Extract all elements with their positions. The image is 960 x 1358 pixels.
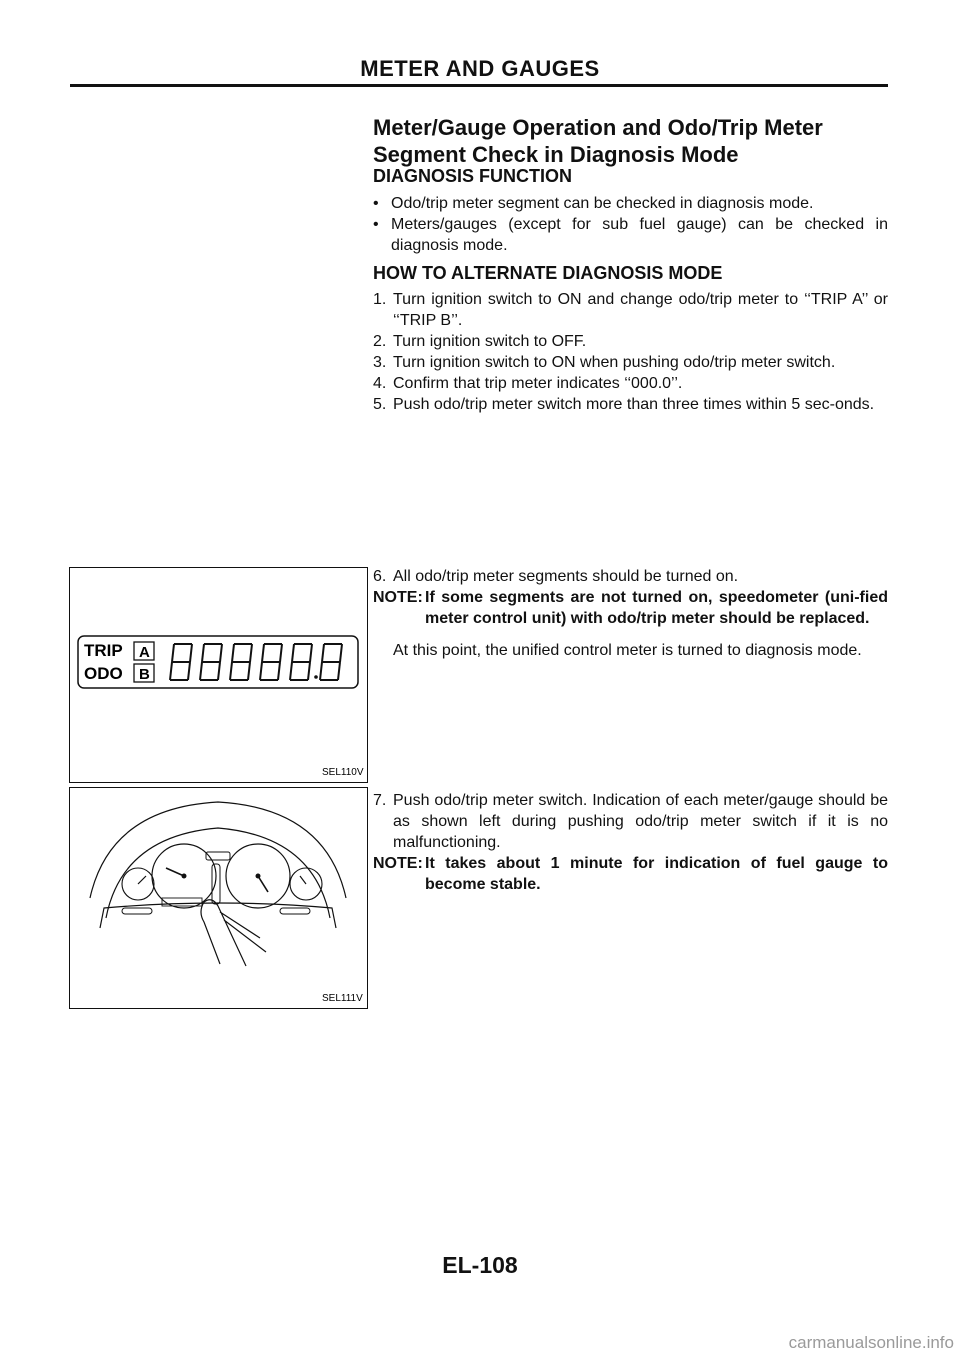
segment-line <box>308 662 310 680</box>
trip-label: TRIP <box>84 641 123 660</box>
segment-line <box>280 644 282 662</box>
decimal-point-icon <box>314 675 318 679</box>
segment-line <box>290 662 292 680</box>
watermark: carmanualsonline.info <box>788 1333 954 1352</box>
step-7-note: NOTE: It takes about 1 minute for indication of fuel gauge to become stable. <box>373 855 888 893</box>
diagnosis-bullet-2: • Meters/gauges (except for sub fuel gauge) can be checked in diagnosis mode. <box>373 216 888 254</box>
diagnosis-bullet-1: • Odo/trip meter segment can be checked in diagnosis mode. <box>373 195 814 212</box>
step-6-note: NOTE: If some segments are not turned on, speedometer (uni-fied meter control unit) with odo/trip meter should be replaced. <box>373 589 888 627</box>
section-title <box>373 114 893 168</box>
segment-line <box>340 644 342 662</box>
step-7: 7. Push odo/trip meter switch. Indication of each meter/gauge should be as shown left during pushing odo/trip meter switch if it is no malfunctioning. <box>373 792 888 851</box>
segment-line <box>220 644 222 662</box>
box-b-label: B <box>139 666 150 683</box>
segment-line <box>292 644 294 662</box>
step-5: 5. Push odo/trip meter switch more than three times within 5 sec-onds. <box>373 396 875 413</box>
step-2: 2. Turn ignition switch to OFF. <box>373 333 587 350</box>
dashboard-arc <box>90 802 346 898</box>
bullet-icon: • <box>373 195 379 212</box>
figure-meter-cluster <box>69 787 368 1009</box>
seven-segment-digits <box>170 644 342 680</box>
segment-line <box>338 662 340 680</box>
segment-line <box>190 644 192 662</box>
header-divider <box>70 84 888 87</box>
segment-line <box>260 662 262 680</box>
step-1: 1. Turn ignition switch to ON and change odo/trip meter to ‘‘TRIP A’’ or ‘‘TRIP B’’. <box>373 291 888 329</box>
bullet-icon: • <box>373 216 379 233</box>
odo-trip-window <box>162 898 202 906</box>
segment-line <box>230 662 232 680</box>
segment-line <box>322 644 324 662</box>
hand-pushing-switch-icon <box>201 900 266 966</box>
segment-line <box>320 662 322 680</box>
segment-line <box>170 662 172 680</box>
segment-line <box>202 644 204 662</box>
page-header-title: METER AND GAUGES <box>360 56 600 81</box>
alternate-mode-heading: HOW TO ALTERNATE DIAGNOSIS MODE <box>373 263 723 283</box>
figure-code-sel111v: SEL111V <box>322 993 363 1004</box>
odo-trip-display-illustration <box>70 568 366 781</box>
segment-line <box>248 662 250 680</box>
diagnosis-function-heading: DIAGNOSIS FUNCTION <box>373 166 573 186</box>
meter-cluster-illustration <box>70 788 366 1007</box>
step-6: 6. All odo/trip meter segments should be turned on. <box>373 568 739 585</box>
figure-code-sel110v: SEL110V <box>322 767 364 778</box>
section-title-line-1: Meter/Gauge Operation and Odo/Trip Meter <box>373 115 823 140</box>
segment-line <box>278 662 280 680</box>
segment-line <box>250 644 252 662</box>
segment-line <box>218 662 220 680</box>
segment-line <box>232 644 234 662</box>
segment-line <box>200 662 202 680</box>
box-a-label: A <box>139 644 150 661</box>
page-number: EL-108 <box>442 1252 518 1278</box>
step-3: 3. Turn ignition switch to ON when pushing odo/trip meter switch. <box>373 354 836 371</box>
segment-line <box>262 644 264 662</box>
figure-odo-trip-display <box>69 567 368 783</box>
segment-line <box>310 644 312 662</box>
step-6-after-text: At this point, the unified control meter is turned to diagnosis mode. <box>393 642 862 659</box>
cluster-hood <box>106 828 330 918</box>
odo-label: ODO <box>84 664 123 683</box>
segment-line <box>188 662 190 680</box>
step-4: 4. Confirm that trip meter indicates ‘‘000.0’’. <box>373 375 683 392</box>
segment-line <box>172 644 174 662</box>
section-title-line-2: Segment Check in Diagnosis Mode <box>373 142 739 167</box>
